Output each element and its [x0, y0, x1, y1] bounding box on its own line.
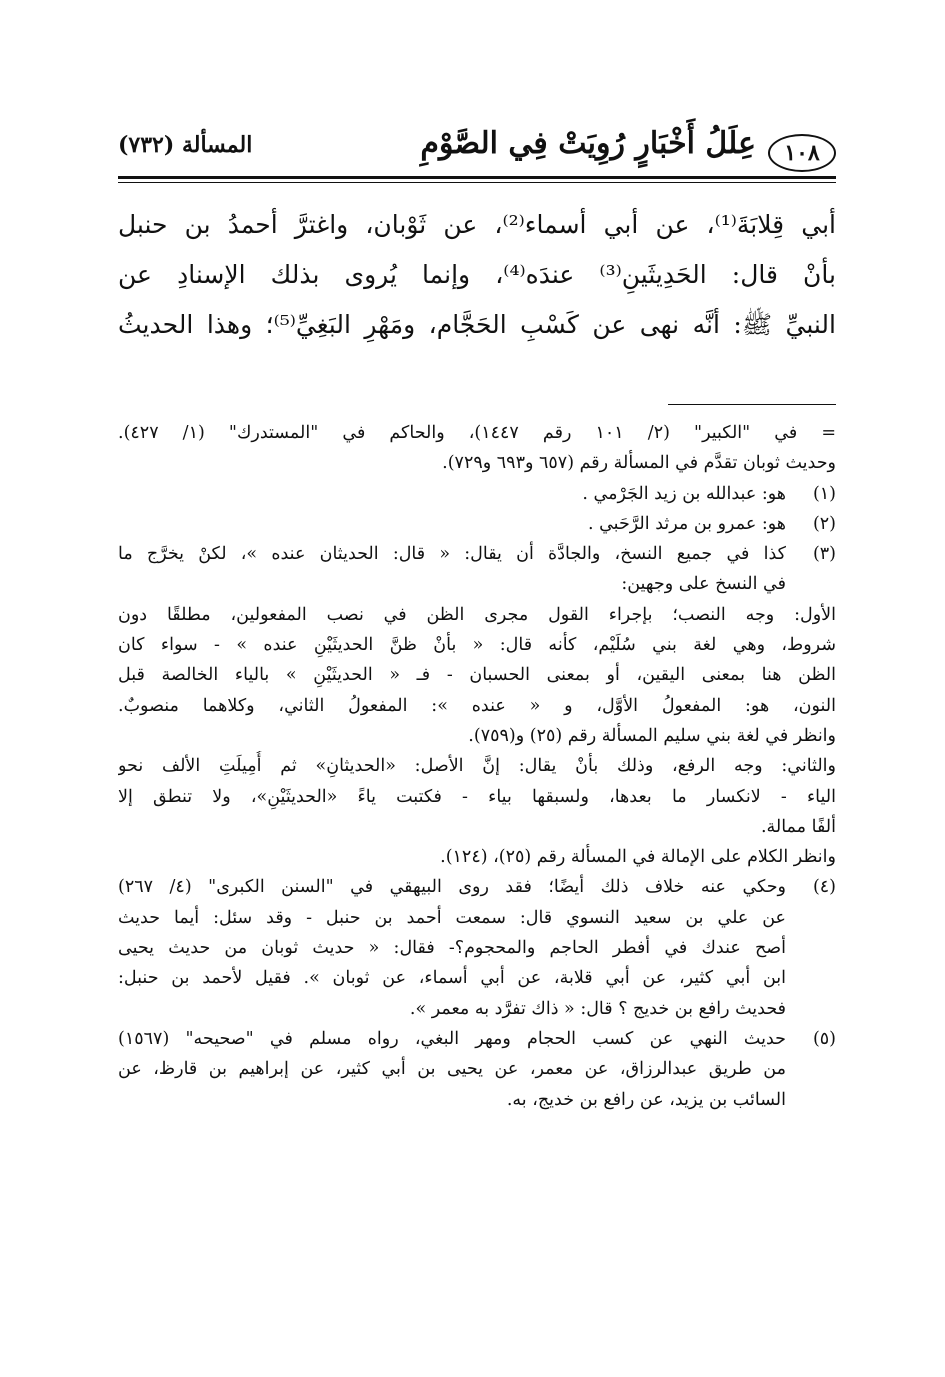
page-header — [118, 118, 836, 174]
issue-number: المسألة (٧٣٢) — [118, 132, 253, 158]
footnote-2 — [118, 509, 836, 539]
footnote-line: حديث النهي عن كسب الحجام ومهر البغي، رواه مسلم في "صحيحه" (١٥٦٧) — [118, 1028, 786, 1049]
footnote-separator — [668, 404, 836, 405]
footnote-number: (٥) — [812, 1028, 836, 1049]
footnote-4 — [118, 872, 836, 1023]
footnote-line: عن علي بن سعيد النسوي قال: سمعت أحمد بن حنبل - وقد سئل: أيما حديث — [118, 907, 786, 928]
note3-detail-line: النون، هو: المفعولُ الأوَّل، و « عنده »: المفعولُ الثاني، وكلاهما منصوبٌ. — [118, 695, 836, 716]
book-title: عِلَلُ أَخْبَارٍ رُوِيَتْ فِي الصَّوْمِ — [420, 126, 756, 161]
note3-detail-line: الظن هنا بمعنى اليقين، أو بمعنى الحسبان - فـ « الحديثَيْنِ » بالياء الخالصة قبل — [118, 665, 836, 686]
footnote-number: (٢) — [812, 513, 836, 534]
note3-detail-line: ألفًا ممالة. — [760, 816, 836, 837]
note3-detail-line: والثاني: وجه الرفع، وذلك بأنْ يقال: إنَّ الأصل: «الحديثانِ» ثم أُمِيلَتِ الألف نحو — [118, 756, 836, 777]
footnote-line: هو: عمرو بن مرثد الرَّحَبي . — [587, 513, 786, 534]
continuation-line: وحديث ثوبان تقدَّم في المسألة رقم (٦٥٧ و٦٩٣ و٧٢٩). — [442, 453, 836, 474]
footnote-line: من طريق عبدالرزاق، عن معمر، عن يحيى بن أبي كثير، عن إبراهيم بن قارظ، عن — [118, 1059, 786, 1080]
note3-detail-line: وانظر الكلام على الإمالة في المسألة رقم (٢٥)، (١٢٤). — [440, 847, 836, 868]
footnote-5 — [118, 1024, 836, 1115]
footnote-1 — [118, 479, 836, 509]
note3-detail-line: شروط، وهي لغة بني سُلَيْم، كأنه قال: « بأنْ ظنَّ الحديثَيْنِ عنده » - سواء كان — [118, 635, 836, 656]
main-text-line: أبي قِلابَةَ⁽¹⁾، عن أبي أسماء⁽²⁾، عن ثَوْبان، واغترَّ أحمدُ بن حنبل — [118, 210, 836, 239]
main-text-line: بأنْ قال: الحَدِيثَينِ⁽³⁾ عندَه⁽⁴⁾، وإنما يُروى بذلك الإسنادِ عن — [118, 260, 836, 289]
footnote-number: (٤) — [812, 877, 836, 898]
note3-detail-line: الأول: وجه النصب؛ بإجراء القول مجرى الظن في نصب المفعولين، مطلقًا دون — [118, 604, 836, 625]
note3-detail-line: الياء - لانكسار ما بعدها، ولسبقها بياء - فكتبت ياءً «الحديثَيْنِ»، ولا تنطق إلا — [118, 786, 836, 807]
page-number: ١٠٨ — [768, 134, 836, 172]
footnote-line: هو: عبدالله بن زيد الجَرْمي . — [582, 483, 786, 504]
footnote-line: فحديث رافع بن خديج ؟ قال: « ذاك تفرَّد به معمر ». — [409, 998, 786, 1019]
footnote-line: ابن أبي كثير، عن أبي قلابة، عن أبي أسماء، عن ثوبان ». فقيل لأحمد بن حنبل: — [118, 968, 786, 989]
main-text-line: النبيِّ ﷺ: أنَّه نهى عن كَسْبِ الحَجَّام، ومَهْرِ البَغِيِّ⁽⁵⁾؛ وهذا الحديثُ — [118, 310, 836, 339]
footnote-line: السائب بن يزيد، عن رافع بن خديج، به. — [506, 1089, 786, 1110]
footnote-number: (٣) — [812, 544, 836, 565]
note3-detail-line: وانظر في لغة بني سليم المسألة رقم (٢٥) و(٧٥٩). — [468, 725, 836, 746]
continuation-line: = في "الكبير" (٢/ ١٠١ رقم ١٤٤٧)، والحاكم في "المستدرك" (١/ ٤٢٧). — [118, 423, 836, 443]
footnote-line: في النسخ على وجهين: — [621, 574, 786, 595]
main-text — [118, 200, 836, 350]
footnote-3 — [118, 539, 836, 600]
footnotes — [118, 418, 836, 1115]
footnote-number: (١) — [812, 483, 836, 504]
footnote-line: وحكي عنه خلاف ذلك أيضًا؛ فقد روى البيهقي في "السنن الكبرى" (٤/ ٢٦٧) — [118, 877, 786, 898]
header-rule-thick — [118, 176, 836, 179]
footnote-line: كذا في جميع النسخ، والجادَّة أن يقال: « قال: الحديثان عنده »، لكنْ يخرَّج ما — [118, 544, 786, 565]
footnote-line: أصح عندك في أفطر الحاجم والمحجوم؟- فقال: « حديث ثوبان من حديث يحيى — [118, 938, 786, 959]
header-rule-thin — [118, 182, 836, 183]
